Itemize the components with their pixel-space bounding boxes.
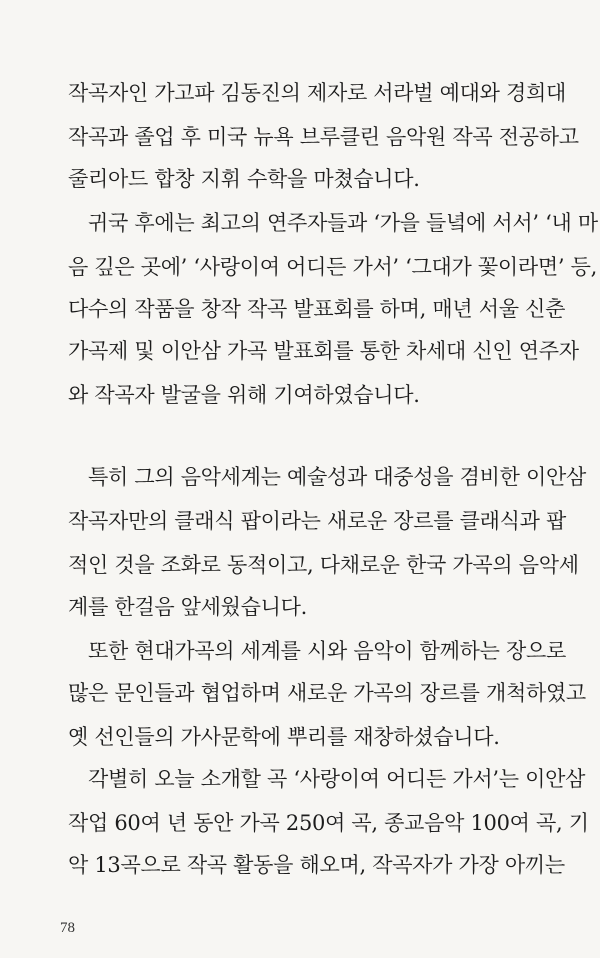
text-line: 귀국 후에는 최고의 연주자들과 ‘가을 들녘에 서서’ ‘내 마: [88, 211, 598, 235]
text-line: 와 작곡자 발굴을 위해 기여하였습니다.: [68, 383, 420, 407]
text-line: 음 깊은 곳에’ ‘사랑이여 어디든 가서’ ‘그대가 꽃이라면’ 등,: [68, 255, 597, 279]
text-line: 또한 현대가곡의 세계를 시와 음악이 함께하는 장으로: [88, 639, 566, 663]
page-number: 78: [60, 920, 75, 936]
text-line: 각별히 오늘 소개할 곡 ‘사랑이여 어디든 가서’는 이안삼: [88, 767, 586, 791]
text-line: 다수의 작품을 창작 작곡 발표회를 하며, 매년 서울 신춘: [68, 297, 566, 321]
text-line: 계를 한걸음 앞세웠습니다.: [68, 595, 307, 619]
text-line: 작업 60여 년 동안 가곡 250여 곡, 종교음악 100여 곡, 기: [68, 811, 589, 835]
text-line: 적인 것을 조화로 동적이고, 다채로운 한국 가곡의 음악세: [68, 553, 579, 577]
text-line: 작곡자인 가고파 김동진의 제자로 서라벌 예대와 경희대: [68, 81, 566, 105]
text-line: 많은 문인들과 협업하며 새로운 가곡의 장르를 개척하였고: [68, 681, 586, 705]
text-line: 줄리아드 합창 지휘 수학을 마쳤습니다.: [68, 167, 420, 191]
text-line: 악 13곡으로 작곡 활동을 해오며, 작곡자가 가장 아끼는: [68, 853, 565, 877]
text-line: 특히 그의 음악세계는 예술성과 대중성을 겸비한 이안삼: [88, 465, 586, 489]
text-line: 가곡제 및 이안삼 가곡 발표회를 통한 차세대 신인 연주자: [68, 339, 579, 363]
text-line: 작곡과 졸업 후 미국 뉴욕 브루클린 음악원 작곡 전공하고: [68, 125, 579, 149]
text-line: 옛 선인들의 가사문학에 뿌리를 재창하셨습니다.: [68, 725, 500, 749]
text-line: 작곡자만의 클래식 팝이라는 새로운 장르를 클래식과 팝: [68, 509, 566, 533]
